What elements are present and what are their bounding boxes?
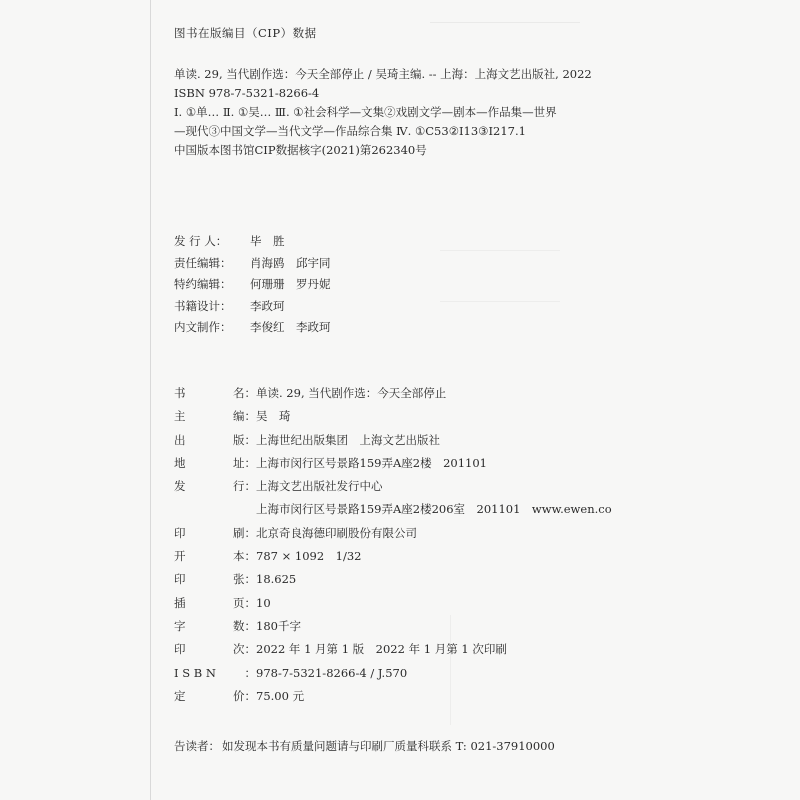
colophon-row (174, 407, 774, 430)
cip-line: 中国版本图书馆CIP数据核字(2021)第262340号 (174, 143, 427, 157)
colophon-row (174, 547, 774, 570)
cip-line: Ⅰ. ①单… Ⅱ. ①吴… Ⅲ. ①社会科学—文集②戏剧文学—剧本—作品集—世界 (174, 105, 557, 119)
cip-line: —现代③中国文学—当代文学—作品综合集 Ⅳ. ①C53②I13③I217.1 (174, 124, 526, 138)
colophon-label: 书 名： (174, 386, 256, 400)
colophon-row (174, 570, 774, 593)
colophon-row (174, 477, 774, 500)
credit-value: 李政珂 (250, 298, 285, 313)
colophon-label: 印 张： (174, 572, 256, 587)
cip-line: 单读. 29, 当代剧作选：今天全部停止 / 吴琦主编. -- 上海：上海文艺出版社, 2022 (174, 67, 592, 81)
credit-label: 责任编辑： (174, 255, 232, 270)
credit-row (174, 254, 331, 276)
colophon-value: 单读. 29, 当代剧作选：今天全部停止 (256, 386, 447, 400)
colophon-row (174, 431, 774, 454)
notice-label: 告读者： (174, 739, 220, 753)
colophon-value: 2022 年 1 月第 1 版 2022 年 1 月第 1 次印刷 (256, 642, 507, 657)
credit-value: 肖海鸥 邱宇同 (250, 255, 331, 270)
credit-label: 书籍设计： (174, 298, 232, 313)
colophon-label: 出 版： (174, 432, 256, 447)
staff-credits (174, 232, 331, 340)
credit-label: 发 行 人： (174, 234, 228, 248)
colophon-value: 180千字 (256, 618, 301, 633)
bleed-through-mark (440, 250, 560, 302)
reader-notice (174, 737, 555, 756)
credit-label: 内文制作： (174, 320, 232, 334)
colophon-label: 定 价： (174, 688, 256, 703)
colophon-label: 地 址： (174, 455, 256, 470)
colophon-label: 主 编： (174, 409, 256, 424)
credit-row (174, 232, 331, 254)
colophon-label: 插 页： (174, 595, 256, 610)
colophon-value: 75.00 元 (256, 688, 305, 703)
colophon-value: 上海市闵行区号景路159弄A座2楼206室 201101 www.ewen.co (256, 502, 612, 517)
colophon-label: 印 刷： (174, 525, 256, 540)
colophon-row (174, 500, 774, 523)
cip-data-block (174, 24, 592, 160)
colophon-label: I S B N ： (174, 665, 256, 680)
colophon-label: 开 本： (174, 549, 256, 564)
colophon-label: 字 数： (174, 618, 256, 633)
credit-row (174, 318, 331, 340)
cip-title: 图书在版编目（CIP）数据 (174, 26, 317, 40)
colophon (174, 384, 774, 710)
colophon-value: 吴 琦 (256, 409, 291, 424)
colophon-row (174, 664, 774, 687)
credit-value: 何珊珊 罗丹妮 (250, 277, 331, 291)
credit-label: 特约编辑： (174, 277, 232, 291)
colophon-row (174, 687, 774, 710)
credit-value: 李俊红 李政珂 (250, 320, 331, 334)
cip-line: ISBN 978-7-5321-8266-4 (174, 86, 320, 100)
colophon-value: 上海世纪出版集团 上海文艺出版社 (256, 432, 440, 447)
colophon-value: 上海文艺出版社发行中心 (256, 479, 383, 494)
colophon-value: 978-7-5321-8266-4 / J.570 (256, 665, 408, 680)
colophon-row (174, 640, 774, 663)
colophon-label: 发 行： (174, 479, 256, 494)
colophon-row (174, 524, 774, 547)
colophon-row (174, 454, 774, 477)
credit-row (174, 297, 331, 319)
colophon-value: 10 (256, 595, 271, 610)
colophon-label: 印 次： (174, 642, 256, 657)
notice-text: 如发现本书有质量问题请与印刷厂质量科联系 T: 021-37910000 (222, 739, 555, 753)
colophon-value: 北京奇良海德印刷股份有限公司 (256, 525, 417, 540)
credit-value: 毕 胜 (250, 234, 285, 248)
colophon-value: 18.625 (256, 572, 297, 587)
colophon-value: 上海市闵行区号景路159弄A座2楼 201101 (256, 455, 487, 470)
colophon-row (174, 594, 774, 617)
colophon-row (174, 617, 774, 640)
colophon-row (174, 384, 774, 407)
colophon-value: 787 × 1092 1/32 (256, 549, 362, 564)
credit-row (174, 275, 331, 297)
